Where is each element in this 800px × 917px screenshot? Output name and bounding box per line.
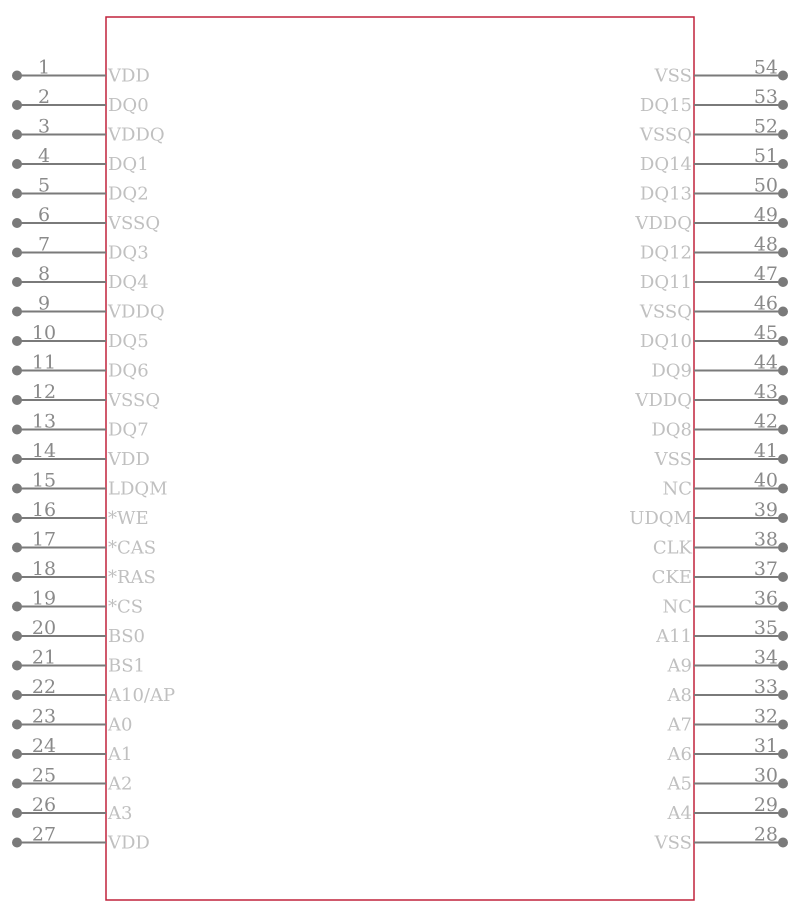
pin-end-dot: [12, 100, 22, 110]
pin-number: 25: [31, 764, 57, 787]
pin-12: [12, 381, 160, 411]
pin-end-dot: [12, 838, 22, 848]
pin-48: [640, 234, 788, 264]
pin-16: [12, 499, 149, 529]
pin-name: A1: [108, 744, 133, 765]
pin-end-dot: [778, 661, 788, 671]
pin-4: [12, 145, 149, 175]
pin-number: 24: [31, 735, 57, 757]
pin-10: [12, 322, 149, 352]
pin-end-dot: [12, 543, 22, 553]
pin-number: 9: [37, 292, 51, 315]
pin-name: *CS: [108, 596, 144, 618]
pin-47: [640, 263, 788, 293]
pin-8: [12, 263, 149, 293]
pin-end-dot: [778, 218, 788, 228]
pin-6: [12, 204, 160, 234]
pin-end-dot: [778, 631, 788, 641]
pin-number: 16: [31, 499, 57, 521]
pin-number: 53: [753, 86, 778, 108]
pin-name: CKE: [651, 567, 692, 588]
pin-50: [640, 175, 788, 205]
pin-end-dot: [778, 454, 788, 464]
pin-number: 35: [753, 617, 778, 639]
pin-end-dot: [12, 71, 22, 81]
pin-7: [12, 234, 149, 264]
pin-3: [12, 116, 165, 146]
pin-end-dot: [12, 159, 22, 169]
pin-name: DQ8: [651, 419, 692, 441]
pin-51: [640, 145, 788, 175]
pin-end-dot: [12, 808, 22, 818]
pin-36: [662, 588, 788, 618]
pin-end-dot: [12, 248, 22, 258]
pin-end-dot: [778, 572, 788, 582]
pin-54: [654, 57, 788, 87]
pin-end-dot: [12, 189, 22, 199]
pin-end-dot: [12, 749, 22, 759]
pin-name: VDD: [108, 65, 150, 87]
pin-name: VSSQ: [108, 213, 161, 234]
pin-32: [667, 706, 788, 736]
pin-number: 26: [31, 794, 57, 816]
pin-number: 10: [31, 322, 57, 344]
pin-20: [12, 617, 145, 647]
pin-end-dot: [12, 454, 22, 464]
pin-end-dot: [778, 513, 788, 523]
pin-name: DQ3: [108, 242, 149, 264]
pin-end-dot: [778, 720, 788, 730]
pin-number: 54: [753, 56, 778, 79]
pin-name: A11: [656, 626, 692, 647]
pin-end-dot: [778, 808, 788, 818]
pin-name: VSS: [654, 832, 692, 854]
pin-name: VDDQ: [108, 301, 165, 323]
pin-17: [12, 529, 156, 559]
pin-45: [640, 322, 788, 352]
pin-number: 13: [31, 410, 57, 433]
pin-43: [634, 381, 788, 411]
pin-name: DQ11: [639, 272, 692, 293]
pin-end-dot: [12, 779, 22, 789]
pin-29: [667, 794, 788, 824]
pin-end-dot: [778, 543, 788, 553]
pin-1: [12, 57, 150, 87]
pin-21: [12, 647, 145, 677]
pin-name: A0: [108, 714, 133, 736]
pin-2: [12, 86, 149, 116]
pin-42: [651, 411, 788, 441]
pin-14: [12, 440, 150, 470]
pin-number: 49: [753, 204, 778, 226]
pin-name: DQ1: [108, 154, 149, 175]
pin-number: 33: [753, 676, 778, 698]
pin-31: [667, 735, 788, 765]
pin-number: 42: [753, 410, 778, 433]
pin-end-dot: [778, 602, 788, 612]
pin-number: 36: [753, 587, 778, 610]
pin-end-dot: [12, 690, 22, 700]
pin-33: [667, 676, 788, 706]
pin-22: [12, 676, 175, 706]
pin-number: 22: [31, 676, 57, 698]
pin-end-dot: [12, 425, 22, 435]
pin-19: [12, 588, 143, 618]
pin-name: CLK: [652, 537, 692, 559]
pin-number: 39: [753, 499, 778, 521]
pin-end-dot: [12, 631, 22, 641]
pin-name: UDQM: [629, 508, 692, 529]
pin-35: [655, 617, 788, 647]
pin-number: 23: [31, 705, 57, 728]
pin-number: 40: [753, 469, 778, 492]
pin-number: 29: [753, 794, 778, 816]
pin-end-dot: [778, 336, 788, 346]
pin-name: A3: [108, 803, 133, 824]
pin-24: [12, 735, 132, 765]
pin-name: A10/AP: [108, 685, 176, 706]
pin-number: 21: [31, 646, 57, 669]
pin-end-dot: [12, 395, 22, 405]
pin-name: VDDQ: [108, 124, 165, 146]
pin-number: 31: [753, 735, 778, 757]
pin-end-dot: [778, 248, 788, 258]
pin-name: DQ10: [639, 331, 692, 352]
pin-name: DQ4: [108, 272, 149, 293]
pin-end-dot: [778, 159, 788, 169]
pin-name: DQ15: [639, 95, 692, 116]
pin-name: BS1: [108, 655, 146, 677]
pin-name: NC: [662, 478, 692, 500]
pin-name: A8: [667, 685, 692, 706]
pin-end-dot: [778, 71, 788, 81]
pin-number: 8: [37, 263, 51, 285]
pin-number: 48: [753, 233, 778, 256]
pin-name: DQ9: [651, 360, 692, 382]
pin-name: DQ14: [639, 154, 692, 175]
pin-number: 18: [31, 558, 57, 580]
pin-number: 46: [753, 292, 778, 315]
pin-52: [639, 116, 788, 146]
pin-name: *RAS: [108, 567, 156, 588]
pin-end-dot: [778, 189, 788, 199]
pin-number: 52: [753, 115, 778, 138]
pin-end-dot: [778, 307, 788, 317]
pin-end-dot: [12, 661, 22, 671]
pin-end-dot: [12, 336, 22, 346]
pin-number: 27: [31, 823, 57, 846]
pin-number: 45: [753, 322, 778, 344]
pin-number: 19: [31, 587, 57, 610]
pin-number: 17: [31, 528, 57, 551]
pin-end-dot: [778, 100, 788, 110]
pin-name: VDD: [108, 449, 150, 470]
pin-number: 2: [37, 86, 51, 108]
pin-49: [634, 204, 788, 234]
pin-11: [12, 352, 149, 382]
pin-39: [629, 499, 788, 529]
pin-end-dot: [778, 690, 788, 700]
pin-end-dot: [778, 130, 788, 140]
pin-name: A6: [667, 744, 692, 765]
pin-number: 12: [31, 381, 57, 403]
pin-number: 51: [753, 145, 778, 167]
pin-end-dot: [778, 838, 788, 848]
pin-end-dot: [778, 277, 788, 287]
pin-number: 5: [37, 174, 51, 197]
pin-number: 11: [31, 351, 57, 374]
pin-name: A7: [667, 714, 692, 736]
pin-end-dot: [12, 307, 22, 317]
pin-name: DQ0: [108, 95, 149, 116]
pin-name: A2: [108, 773, 133, 795]
pin-number: 4: [37, 145, 51, 167]
pin-number: 7: [37, 233, 51, 256]
pin-end-dot: [12, 366, 22, 376]
pin-name: DQ12: [639, 242, 692, 264]
pin-end-dot: [778, 484, 788, 494]
pin-end-dot: [12, 602, 22, 612]
pin-name: DQ2: [108, 183, 149, 205]
pin-30: [667, 765, 788, 795]
pin-number: 28: [753, 823, 778, 846]
pin-25: [12, 765, 132, 795]
pin-name: VSSQ: [108, 390, 161, 411]
pin-number: 41: [753, 440, 778, 462]
right-pin-group: [629, 57, 788, 854]
pin-end-dot: [12, 218, 22, 228]
pin-number: 1: [37, 56, 51, 79]
chip-body: [106, 17, 694, 900]
pin-34: [667, 647, 788, 677]
pin-46: [639, 293, 788, 323]
pin-number: 30: [753, 764, 778, 787]
pin-44: [651, 352, 788, 382]
pin-number: 20: [31, 617, 57, 639]
pin-27: [12, 824, 150, 854]
pin-end-dot: [778, 366, 788, 376]
pin-5: [12, 175, 149, 205]
pin-name: A4: [667, 803, 692, 824]
pin-name: A9: [667, 655, 692, 677]
pin-number: 44: [753, 351, 778, 374]
pin-18: [12, 558, 156, 588]
pin-number: 34: [753, 646, 778, 669]
pin-number: 43: [753, 381, 778, 403]
pin-number: 15: [31, 469, 57, 492]
pin-number: 47: [753, 263, 778, 285]
pin-38: [653, 529, 788, 559]
pin-name: VSS: [654, 449, 692, 470]
pin-name: *WE: [108, 508, 149, 529]
pin-number: 3: [37, 115, 51, 138]
pin-name: BS0: [108, 626, 146, 647]
pin-name: VDDQ: [635, 213, 692, 234]
pin-end-dot: [778, 749, 788, 759]
pin-name: VSS: [654, 65, 692, 87]
pin-23: [12, 706, 132, 736]
pin-name: DQ13: [639, 183, 692, 205]
pin-26: [12, 794, 132, 824]
pin-number: 38: [753, 528, 778, 551]
pin-end-dot: [12, 720, 22, 730]
left-pin-group: [12, 57, 175, 854]
pin-40: [662, 470, 788, 500]
pin-9: [12, 293, 165, 323]
pin-end-dot: [12, 484, 22, 494]
pin-number: 50: [753, 174, 778, 197]
pin-name: VDD: [108, 832, 150, 854]
pin-end-dot: [12, 513, 22, 523]
pin-number: 32: [753, 705, 778, 728]
pin-name: A5: [667, 773, 692, 795]
pin-name: LDQM: [108, 478, 168, 500]
pin-end-dot: [778, 425, 788, 435]
pin-53: [640, 86, 788, 116]
pin-13: [12, 411, 149, 441]
pin-15: [12, 470, 168, 500]
pin-number: 6: [37, 204, 51, 226]
pin-28: [654, 824, 788, 854]
pin-name: NC: [662, 596, 692, 618]
pin-name: VDDQ: [635, 390, 692, 411]
pin-number: 14: [31, 440, 57, 462]
pin-name: *CAS: [108, 537, 157, 559]
pin-37: [652, 558, 788, 588]
pin-end-dot: [778, 395, 788, 405]
pin-name: DQ5: [108, 331, 149, 352]
pin-name: VSSQ: [639, 301, 692, 323]
pin-number: 37: [753, 558, 778, 580]
pin-end-dot: [12, 277, 22, 287]
pin-name: DQ6: [108, 360, 149, 382]
pin-name: VSSQ: [639, 124, 692, 146]
pin-name: DQ7: [108, 419, 149, 441]
pin-end-dot: [12, 572, 22, 582]
pin-41: [654, 440, 788, 470]
pin-end-dot: [12, 130, 22, 140]
pin-end-dot: [778, 779, 788, 789]
